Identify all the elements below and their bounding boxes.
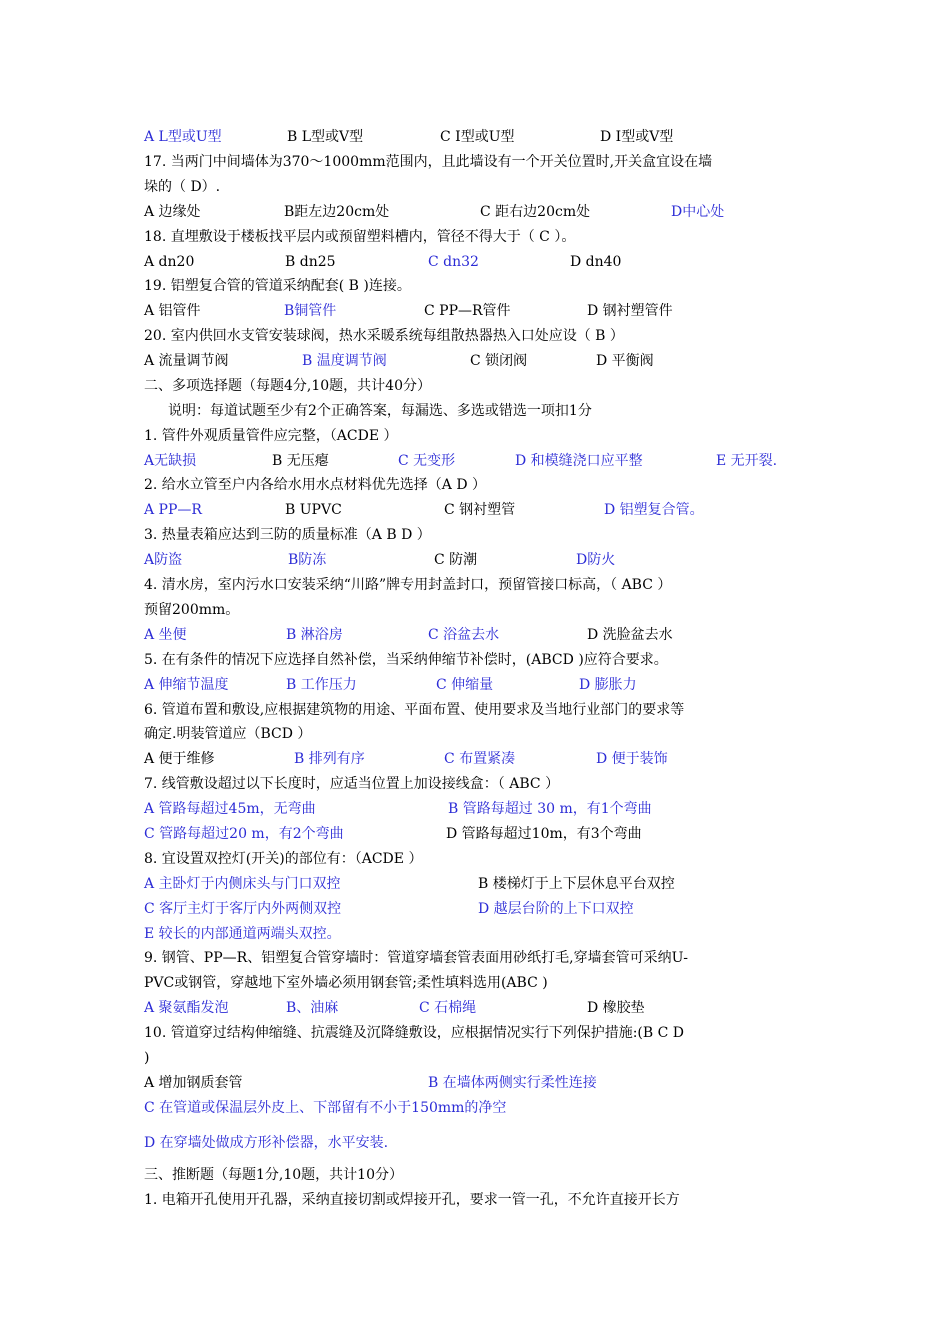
answer-option: C 管路每超过20 m，有2个弯曲 [144, 826, 344, 842]
answer-option: E 无开裂. [716, 453, 778, 469]
line-text: 18. 直埋敷设于楼板找平层内或预留塑料槽内，管径不得大于（ C ）。 [144, 229, 576, 245]
answer-option: C 锁闭阀 [470, 353, 528, 369]
line-text: 6. 管道布置和敷设,应根据建筑物的用途、平面布置、使用要求及当地行业部门的要求等 [144, 702, 685, 718]
line-text: 垛的（ D）. [144, 179, 221, 195]
answer-option: A L型或U型 [144, 129, 222, 145]
answer-option: A 流量调节阀 [144, 353, 229, 369]
answer-option: D 管路每超过10m，有3个弯曲 [446, 826, 642, 842]
answer-option: A 管路每超过45m，无弯曲 [144, 801, 316, 817]
line-text: 说明：每道试题至少有2个正确答案，每漏选、多选或错选一项扣1分 [168, 403, 592, 419]
line-text: 4. 清水房，室内污水口安装采纳“川路”牌专用封盖封口，预留管接口标高，（ ABC ） [144, 577, 672, 593]
answer-option: D 和模缝浇口应平整 [515, 453, 643, 469]
answer-option: D I型或V型 [600, 129, 674, 145]
answer-option: C 无变形 [398, 453, 456, 469]
answer-option: B防冻 [288, 552, 327, 568]
line-text: 1. 电箱开孔使用开孔器，采纳直接切割或焊接开孔，要求一管一孔，不允许直接开长方 [144, 1192, 680, 1208]
line-text: 20. 室内供回水支管安装球阀，热水采暖系统每组散热器热入口处应设（ B ） [144, 328, 624, 344]
answer-option: D 越层台阶的上下口双控 [478, 901, 634, 917]
line-text: 三、推断题（每题1分,10题，共计10分） [144, 1167, 403, 1183]
line-text: 17. 当两门中间墙体为370～1000mm范围内，且此墙设有一个开关位置时,开关盒宜设在墙 [144, 154, 713, 170]
answer-option: A 边缘处 [144, 204, 201, 220]
answer-option: C PP—R管件 [424, 303, 511, 319]
answer-option: B 排列有序 [294, 751, 365, 767]
line-text: 二、多项选择题（每题4分,10题，共计40分） [144, 378, 431, 394]
answer-option: A 主卧灯于内侧床头与门口双控 [144, 876, 341, 892]
answer-option: C 防潮 [434, 552, 478, 568]
answer-option: B 在墙体两侧实行柔性连接 [428, 1075, 597, 1091]
answer-option: C 石棉绳 [419, 1000, 477, 1016]
answer-option: A无缺损 [144, 453, 197, 469]
answer-option: B 无压瘪 [272, 453, 329, 469]
answer-option: A dn20 [144, 254, 195, 270]
answer-option: A 聚氨酯发泡 [144, 1000, 229, 1016]
answer-option: B L型或V型 [287, 129, 364, 145]
answer-option: A 便于维修 [144, 751, 215, 767]
line-text: 8. 宜设置双控灯(开关)的部位有：（ACDE ） [144, 851, 423, 867]
answer-option: C 伸缩量 [436, 677, 494, 693]
answer-option: A 伸缩节温度 [144, 677, 229, 693]
line-text: D 在穿墙处做成方形补偿器，水平安装. [144, 1135, 389, 1151]
answer-option: C 钢衬塑管 [444, 502, 516, 518]
answer-option: D 膨胀力 [579, 677, 637, 693]
line-text: 19. 铝塑复合管的管道采纳配套( B )连接。 [144, 278, 411, 294]
answer-option: D 橡胶垫 [587, 1000, 645, 1016]
line-text: 10. 管道穿过结构伸缩缝、抗震缝及沉降缝敷设，应根据情况实行下列保护措施:(B C D [144, 1025, 685, 1041]
line-text: 5. 在有条件的情况下应选择自然补偿，当采纳伸缩节补偿时，(ABCD )应符合要求。 [144, 652, 668, 668]
line-text: 9. 钢管、PP—R、铝塑复合管穿墙时：管道穿墙套管表面用砂纸打毛,穿墙套管可采纳U- [144, 950, 688, 966]
answer-option: B铜管件 [284, 303, 337, 319]
line-text: ) [144, 1050, 150, 1066]
answer-option: B 淋浴房 [286, 627, 343, 643]
answer-option: C 客厅主灯于客厅内外两侧双控 [144, 901, 342, 917]
answer-option: A 铝管件 [144, 303, 201, 319]
answer-option: A防盗 [144, 552, 183, 568]
line-text: 预留200mm。 [144, 602, 240, 618]
answer-option: D 便于装饰 [596, 751, 668, 767]
answer-option: D dn40 [570, 254, 622, 270]
answer-option: D 钢衬塑管件 [587, 303, 673, 319]
answer-option: B距左边20cm处 [284, 204, 390, 220]
answer-option: D 铝塑复合管。 [604, 502, 704, 518]
answer-option: B 楼梯灯于上下层休息平台双控 [478, 876, 675, 892]
answer-option: D 洗脸盆去水 [587, 627, 673, 643]
line-text: C 在管道或保温层外皮上、下部留有不小于150mm的净空 [144, 1100, 507, 1116]
line-text: 1. 管件外观质量管件应完整，（ACDE ） [144, 428, 398, 444]
answer-option: A 增加钢质套管 [144, 1075, 243, 1091]
answer-option: C 浴盆去水 [428, 627, 500, 643]
line-text: 3. 热量表箱应达到三防的质量标准（A B D ） [144, 527, 431, 543]
answer-option: C dn32 [428, 254, 479, 270]
line-text: E 较长的内部通道两端头双控。 [144, 926, 341, 942]
line-text: PVC或钢管，穿越地下室外墙必须用钢套管;柔性填料选用(ABC ) [144, 975, 548, 991]
line-text: 2. 给水立管至户内各给水用水点材料优先选择（A D ） [144, 477, 487, 493]
answer-option: B UPVC [285, 502, 342, 518]
answer-option: D 平衡阀 [596, 353, 654, 369]
answer-option: D中心处 [671, 204, 725, 220]
answer-option: C 距右边20cm处 [480, 204, 591, 220]
answer-option: D防火 [576, 552, 616, 568]
answer-option: B 工作压力 [286, 677, 357, 693]
answer-option: C 布置紧凑 [444, 751, 516, 767]
answer-option: B 管路每超过 30 m，有1个弯曲 [448, 801, 652, 817]
line-text: 7. 线管敷设超过以下长度时，应适当位置上加设接线盒：（ ABC ） [144, 776, 560, 792]
answer-option: A 坐便 [144, 627, 187, 643]
answer-option: B dn25 [285, 254, 336, 270]
answer-option: C I型或U型 [440, 129, 515, 145]
answer-option: B 温度调节阀 [302, 353, 387, 369]
answer-option: B、油麻 [286, 1000, 339, 1016]
answer-option: A PP—R [144, 502, 202, 518]
line-text: 确定.明装管道应（BCD ） [144, 726, 312, 742]
